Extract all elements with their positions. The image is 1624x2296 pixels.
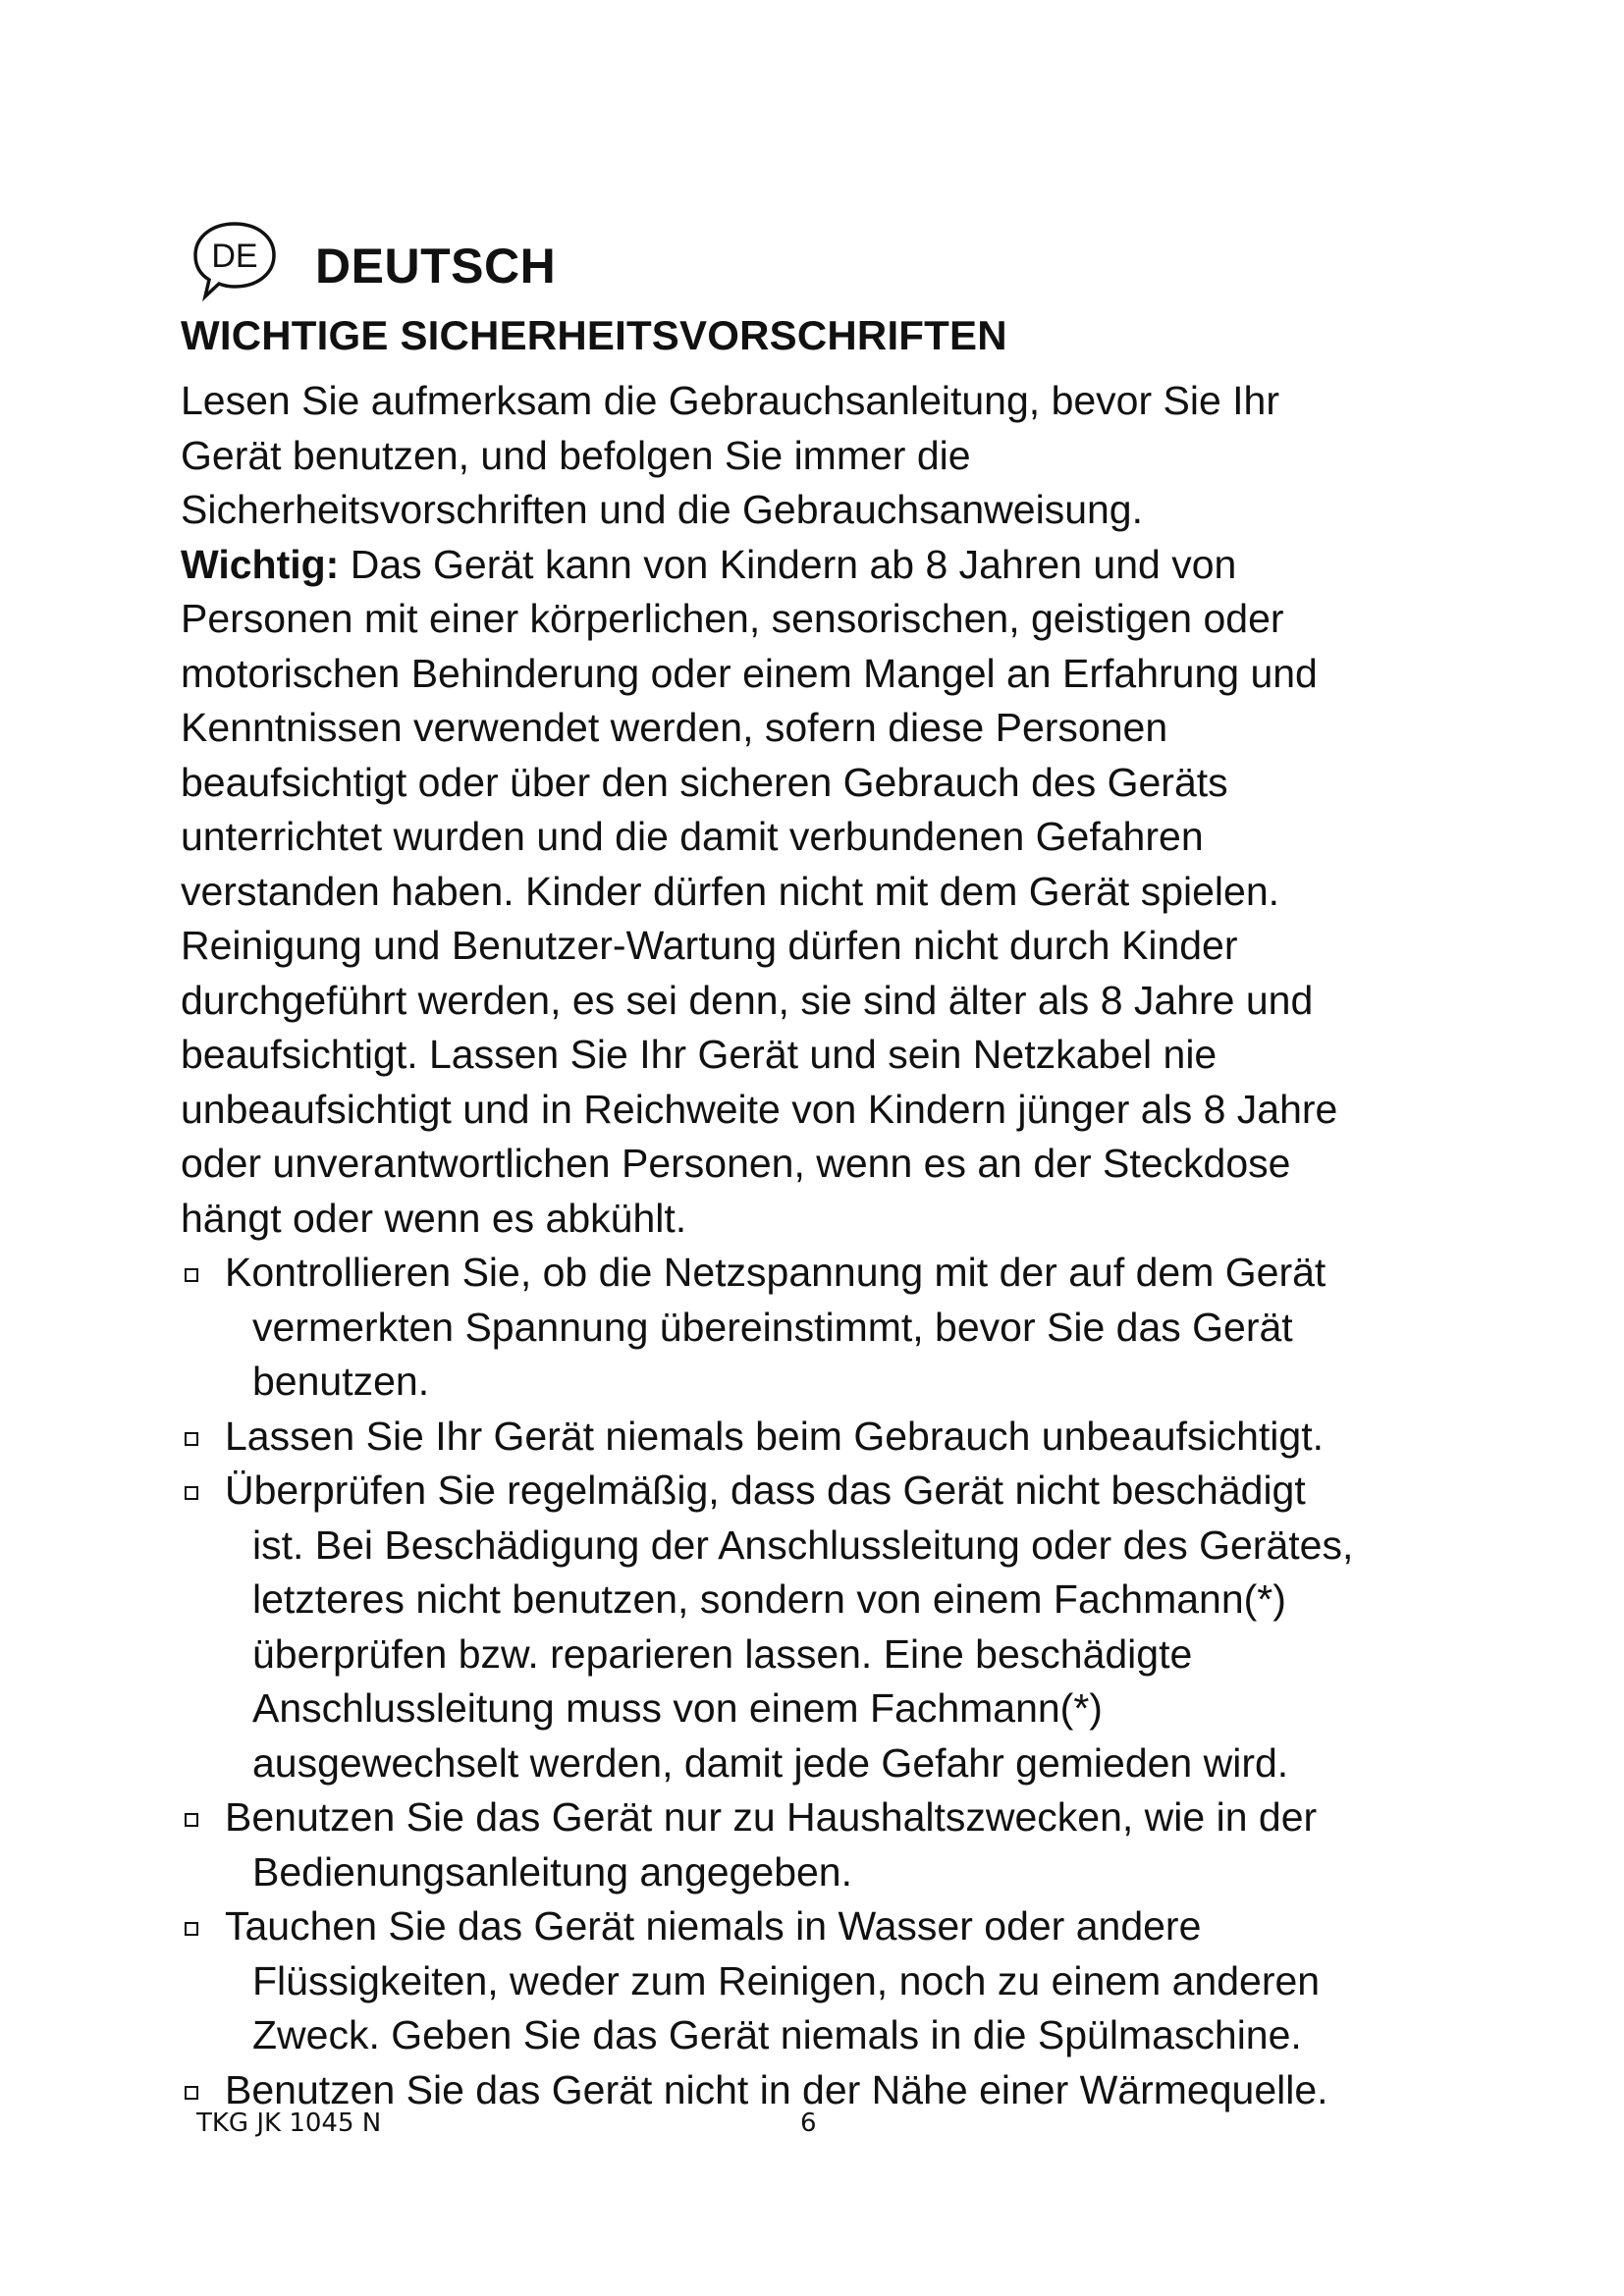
bullet-line: ist. Bei Beschädigung der Anschlussleitung oder des Gerätes, bbox=[252, 1522, 1354, 1568]
footer-model-number: TKG JK 1045 N bbox=[196, 2109, 382, 2138]
bullet-line: letzteres nicht benutzen, sondern von einem Fachmann(*) bbox=[252, 1576, 1286, 1622]
important-label: Wichtig: bbox=[181, 541, 340, 587]
bullet-item bbox=[181, 1464, 1487, 1790]
bullet-item bbox=[181, 1899, 1487, 2063]
text-line: hängt oder wenn es abkühlt. bbox=[181, 1195, 687, 1241]
text-line: beaufsichtigt oder über den sicheren Gebrauch des Geräts bbox=[181, 759, 1228, 805]
text-line: Kenntnissen verwendet werden, sofern diese Personen bbox=[181, 705, 1168, 750]
language-badge-text: DE bbox=[211, 238, 258, 275]
bullet-item bbox=[181, 1246, 1487, 1410]
footer-page-number: 6 bbox=[800, 2109, 817, 2138]
safety-bullet-list bbox=[181, 1246, 1487, 2117]
text-line: Reinigung und Benutzer-Wartung dürfen nicht durch Kinder bbox=[181, 923, 1238, 968]
bullet-line: benutzen. bbox=[252, 1359, 430, 1404]
text-line: verstanden haben. Kinder dürfen nicht mit dem Gerät spielen. bbox=[181, 868, 1280, 914]
important-paragraph bbox=[181, 538, 1487, 1247]
checkbox-square-icon bbox=[185, 1432, 198, 1446]
bullet-line: überprüfen bzw. reparieren lassen. Eine beschädigte bbox=[252, 1630, 1193, 1677]
language-header bbox=[189, 218, 1073, 306]
text-line: unterrichtet wurden und die damit verbundenen Gefahren bbox=[181, 814, 1204, 859]
bullet-line: vermerkten Spannung übereinstimmt, bevor Sie das Gerät bbox=[252, 1304, 1293, 1350]
bullet-item bbox=[181, 1790, 1487, 1899]
bullet-item bbox=[181, 1410, 1487, 1465]
text-line: Sicherheitsvorschriften und die Gebrauchsanweisung. bbox=[181, 487, 1143, 532]
text-line: durchgeführt werden, es sei denn, sie sind älter als 8 Jahre und bbox=[181, 977, 1314, 1023]
bullet-line: Lassen Sie Ihr Gerät niemals beim Gebrauch unbeaufsichtigt. bbox=[225, 1413, 1324, 1459]
text-line: oder unverantwortlichen Personen, wenn es an der Steckdose bbox=[181, 1141, 1291, 1186]
bullet-line: Benutzen Sie das Gerät nur zu Haushaltszwecken, wie in der bbox=[225, 1794, 1318, 1840]
body-text bbox=[181, 374, 1487, 2117]
text-line: unbeaufsichtigt und in Reichweite von Kindern jünger als 8 Jahre bbox=[181, 1086, 1338, 1132]
checkbox-square-icon bbox=[185, 1813, 198, 1827]
text-line: motorischen Behinderung oder einem Mangel an Erfahrung und bbox=[181, 650, 1318, 696]
section-title: WICHTIGE SICHERHEITSVORSCHRIFTEN bbox=[181, 312, 1007, 358]
text-fragment: Das Gerät kann von Kindern ab 8 Jahren und von bbox=[339, 541, 1237, 587]
bullet-line: Tauchen Sie das Gerät niemals in Wasser oder andere bbox=[225, 1903, 1202, 1949]
language-title: DEUTSCH bbox=[315, 239, 557, 294]
bullet-line: Flüssigkeiten, weder zum Reinigen, noch zu einem anderen bbox=[252, 1957, 1321, 2003]
checkbox-square-icon bbox=[185, 1486, 198, 1500]
checkbox-square-icon bbox=[185, 2086, 198, 2100]
speech-bubble-icon bbox=[189, 218, 280, 306]
text-line: Personen mit einer körperlichen, sensorischen, geistigen oder bbox=[181, 596, 1284, 641]
bullet-line: Benutzen Sie das Gerät nicht in der Nähe einer Wärmequelle. bbox=[225, 2066, 1328, 2112]
bullet-line: Anschlussleitung muss von einem Fachmann(*) bbox=[252, 1685, 1103, 1731]
checkbox-square-icon bbox=[185, 1268, 198, 1282]
intro-paragraph bbox=[181, 374, 1487, 538]
checkbox-square-icon bbox=[185, 1922, 198, 1936]
text-line: beaufsichtigt. Lassen Sie Ihr Gerät und sein Netzkabel nie bbox=[181, 1032, 1218, 1077]
bullet-line: Kontrollieren Sie, ob die Netzspannung mit der auf dem Gerät bbox=[225, 1250, 1326, 1295]
bullet-line: Zweck. Geben Sie das Gerät niemals in die Spülmaschine. bbox=[252, 2012, 1302, 2057]
text-line: Lesen Sie aufmerksam die Gebrauchsanleitung, bevor Sie Ihr bbox=[181, 378, 1280, 423]
bullet-line: ausgewechselt werden, damit jede Gefahr gemieden wird. bbox=[252, 1739, 1289, 1786]
bullet-line: Bedienungsanleitung angegeben. bbox=[252, 1848, 852, 1895]
text-line: Gerät benutzen, und befolgen Sie immer die bbox=[181, 432, 971, 478]
text-line bbox=[181, 538, 1487, 593]
bullet-line: Überprüfen Sie regelmäßig, dass das Gerät nicht beschädigt bbox=[225, 1468, 1306, 1513]
